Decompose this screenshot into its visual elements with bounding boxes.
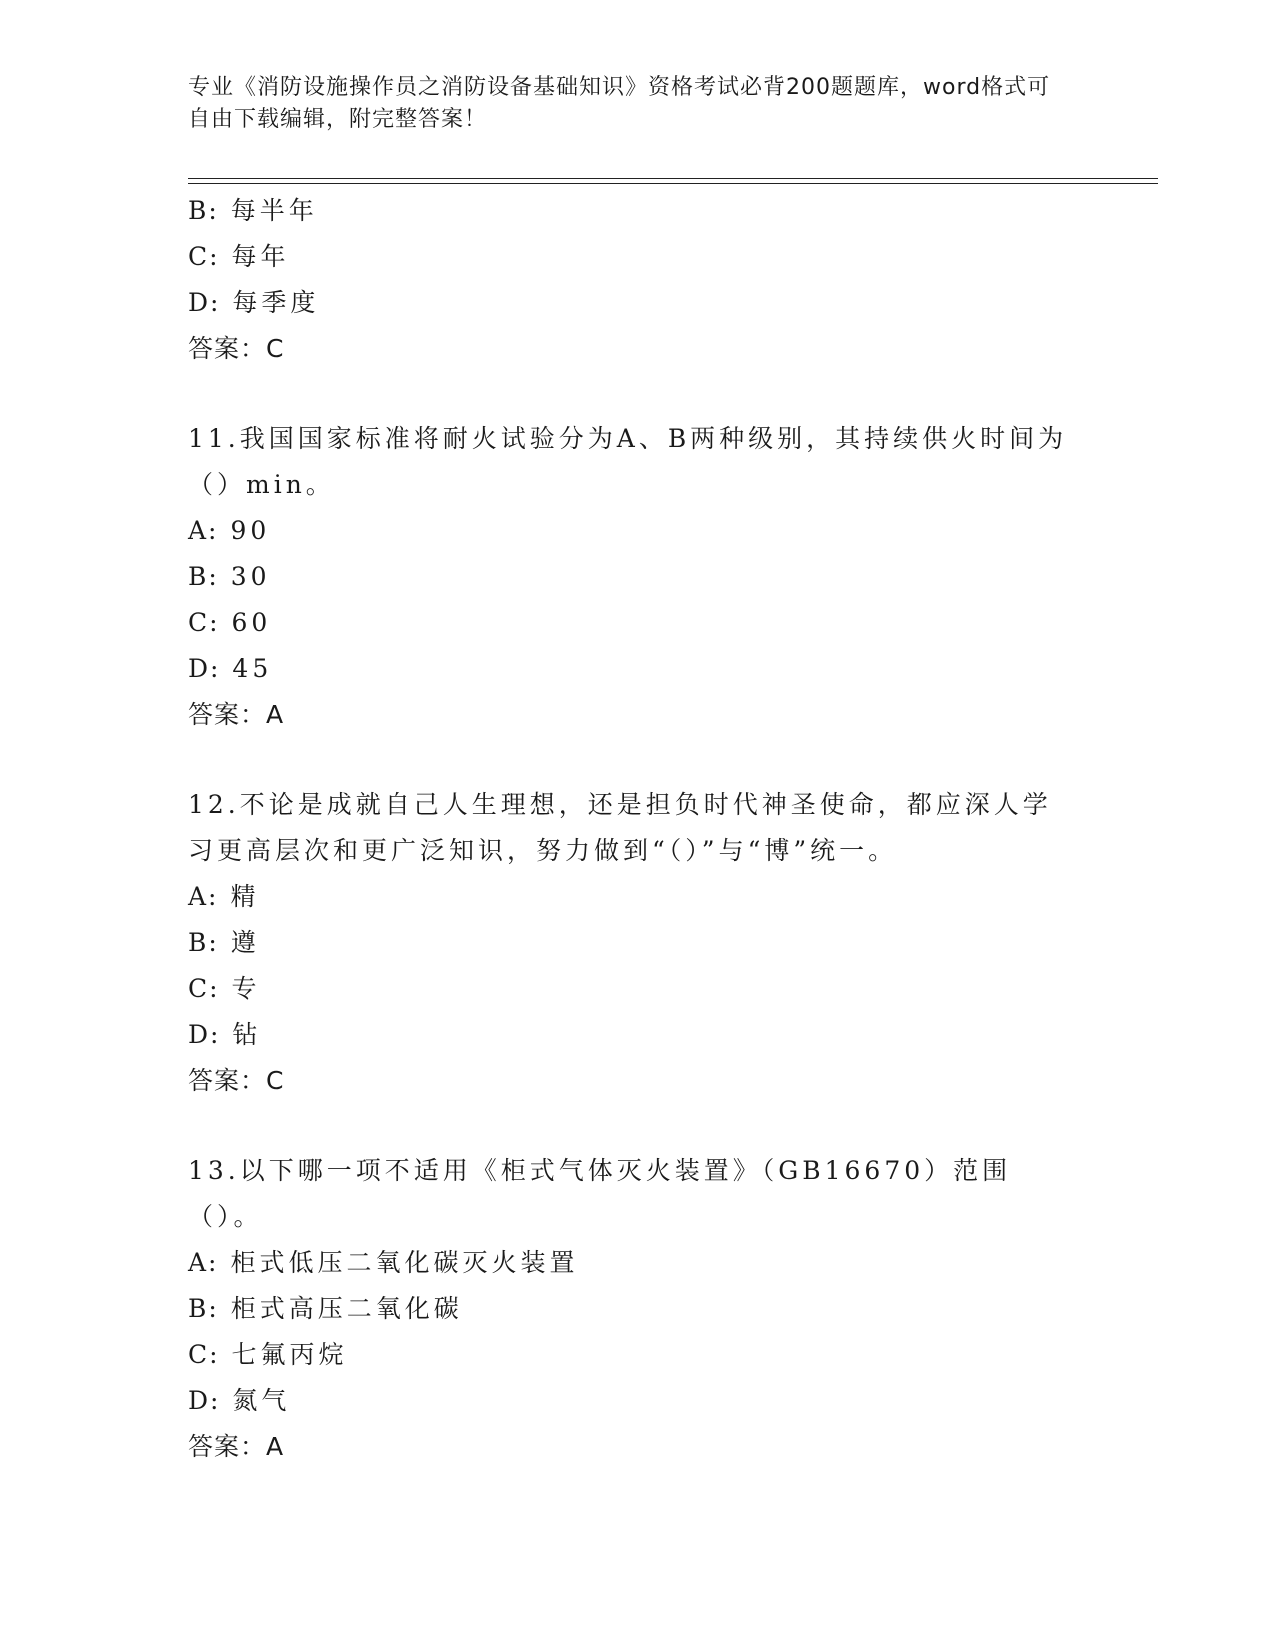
option-text: 精	[230, 882, 260, 911]
option-letter: A:	[188, 1248, 219, 1277]
question-list	[188, 188, 1088, 1470]
header-divider-top	[188, 178, 1158, 179]
question-13	[188, 1148, 1088, 1470]
question-12	[188, 782, 1088, 1104]
option-d	[188, 1012, 1088, 1058]
option-letter: B:	[188, 196, 219, 225]
question-stem: 12.不论是成就自己人生理想，还是担负时代神圣使命，都应深人学习更高层次和更广泛知识，努力做到“（）”与“博”统一。	[188, 790, 1052, 865]
option-a	[188, 874, 1088, 920]
option-b	[188, 1286, 1088, 1332]
option-text: 七氟丙烷	[231, 1340, 348, 1369]
option-text: 柜式低压二氧化碳灭火装置	[230, 1248, 579, 1277]
option-a	[188, 1240, 1088, 1286]
option-text: 柜式高压二氧化碳	[230, 1294, 463, 1323]
question-stem: 11.我国国家标准将耐火试验分为A、B两种级别，其持续供火时间为（）min。	[188, 424, 1068, 499]
option-c	[188, 1332, 1088, 1378]
option-letter: C:	[188, 608, 220, 637]
option-text: 钻	[232, 1020, 262, 1049]
option-a	[188, 508, 1088, 554]
option-b	[188, 188, 1088, 234]
question-stem: 13.以下哪一项不适用《柜式气体灭火装置》（GB16670）范围（）。	[188, 1156, 1012, 1231]
option-c	[188, 234, 1088, 280]
option-text: 30	[230, 562, 271, 591]
option-text: 45	[232, 654, 273, 683]
option-letter: B:	[188, 928, 219, 957]
option-letter: B:	[188, 562, 219, 591]
option-letter: D:	[188, 1020, 221, 1049]
option-c	[188, 600, 1088, 646]
option-text: 90	[230, 516, 271, 545]
option-text: 60	[231, 608, 272, 637]
option-text: 专	[231, 974, 261, 1003]
option-d	[188, 646, 1088, 692]
option-text: 遵	[230, 928, 260, 957]
option-letter: C:	[188, 242, 220, 271]
option-letter: B:	[188, 1294, 219, 1323]
option-c	[188, 966, 1088, 1012]
option-b	[188, 554, 1088, 600]
option-text: 氮气	[232, 1386, 291, 1415]
option-d	[188, 280, 1088, 326]
previous-question-tail	[188, 188, 1088, 372]
option-letter: D:	[188, 288, 221, 317]
option-text: 每年	[231, 242, 290, 271]
header-divider-bottom	[188, 183, 1158, 184]
answer-line: 答案：A	[188, 700, 285, 729]
answer-line: 答案：C	[188, 1066, 285, 1095]
answer-line: 答案：A	[188, 1432, 285, 1461]
option-letter: C:	[188, 1340, 220, 1369]
option-letter: D:	[188, 654, 221, 683]
option-letter: A:	[188, 516, 219, 545]
option-d	[188, 1378, 1088, 1424]
option-b	[188, 920, 1088, 966]
question-11	[188, 416, 1088, 738]
option-letter: D:	[188, 1386, 221, 1415]
option-letter: A:	[188, 882, 219, 911]
option-text: 每季度	[232, 288, 320, 317]
document-header: 专业《消防设施操作员之消防设备基础知识》资格考试必背200题题库，word格式可自由下载编辑，附完整答案！	[188, 75, 1051, 132]
option-text: 每半年	[230, 196, 318, 225]
option-letter: C:	[188, 974, 220, 1003]
answer-line: 答案：C	[188, 334, 285, 363]
